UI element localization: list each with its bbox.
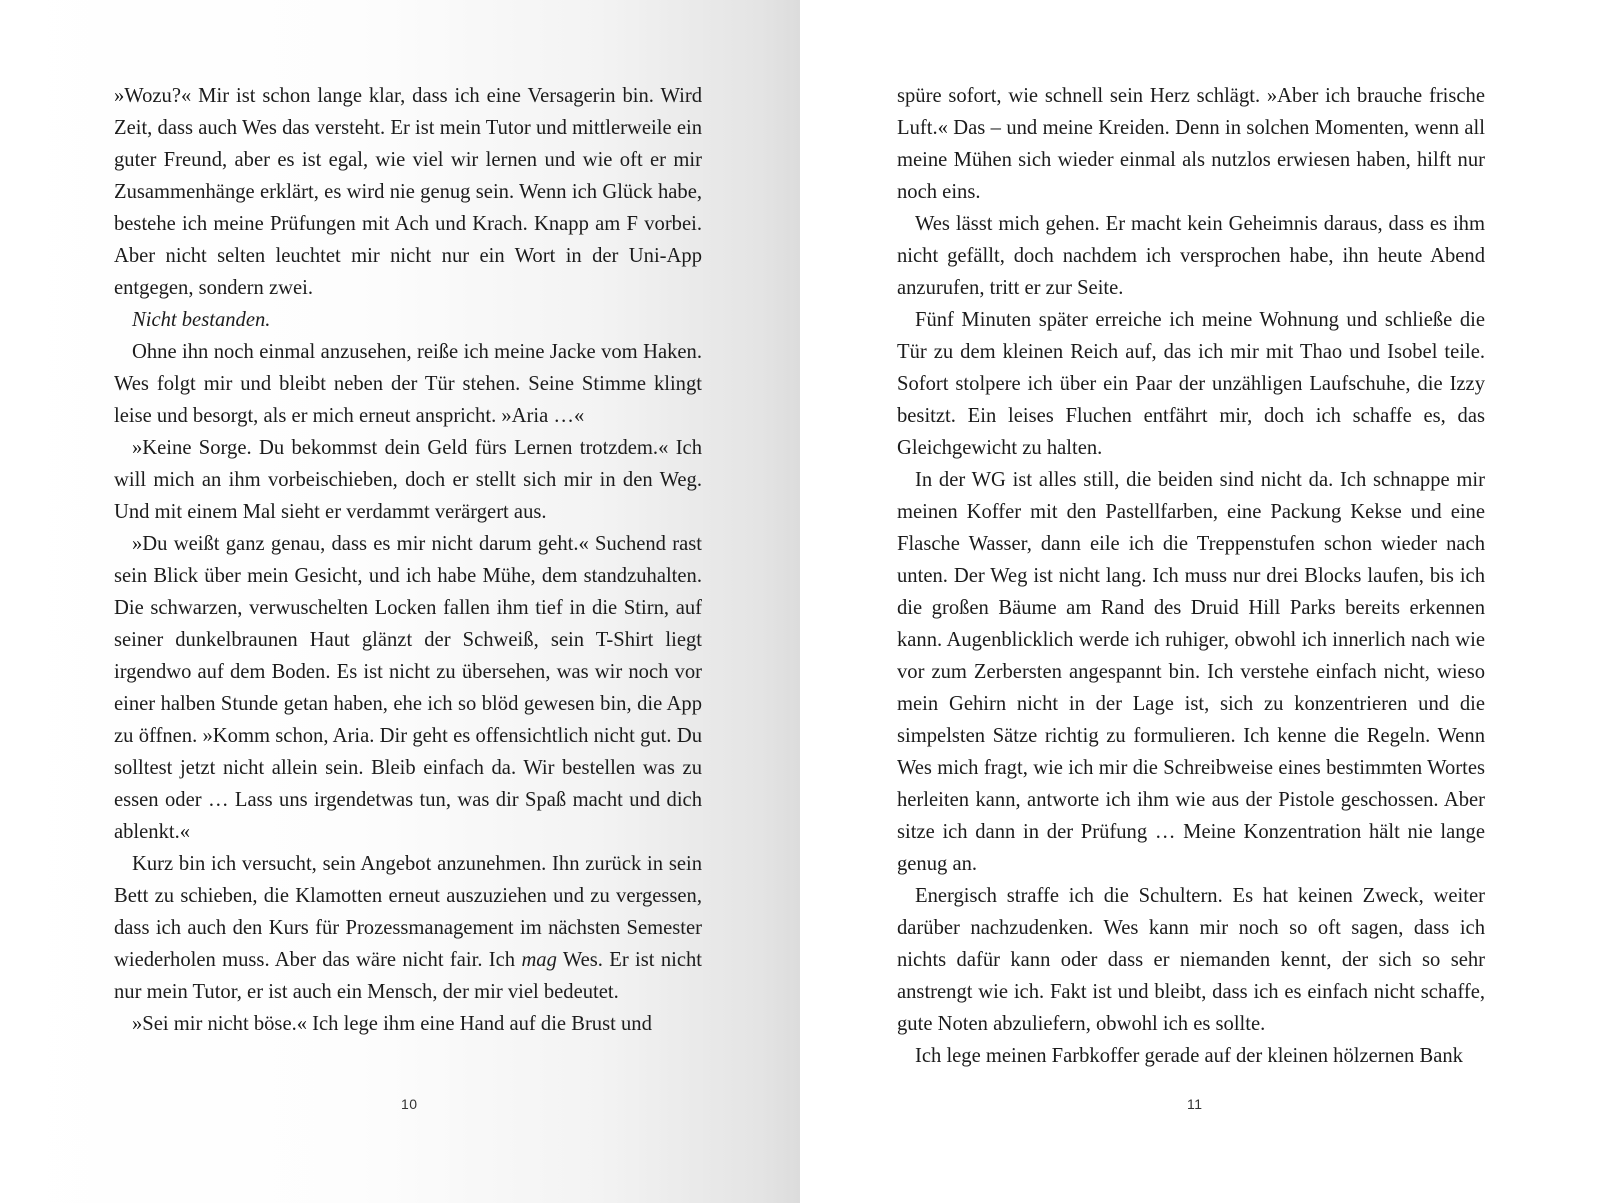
paragraph bbox=[114, 848, 702, 1008]
paragraph: spüre sofort, wie schnell sein Herz schlägt. »Aber ich brauche frische Luft.« Das – und meine Kreiden. Denn in solchen Momenten, wenn all meine Mühen sich wieder einmal als nutzlos erwiesen haben, hilft nur noch eins. bbox=[897, 85, 1485, 203]
page-number: 10 bbox=[401, 1096, 418, 1112]
paragraph: »Sei mir nicht böse.« Ich lege ihm eine Hand auf die Brust und bbox=[132, 1013, 652, 1035]
paragraph: Ich lege meinen Farbkoffer gerade auf der kleinen hölzernen Bank bbox=[915, 1045, 1463, 1067]
paragraph: »Keine Sorge. Du bekommst dein Geld fürs Lernen trotzdem.« Ich will mich an ihm vorbeischieben, doch er stellt sich mir in den Weg. Und mit einem Mal sieht er verdammt verärgert aus. bbox=[114, 437, 702, 523]
paragraph: In der WG ist alles still, die beiden sind nicht da. Ich schnappe mir meinen Koffer mit den Pastellfarben, eine Packung Kekse und eine Flasche Wasser, dann eile ich die Treppenstufen schon wieder nach unten. Der Weg ist nicht lang. Ich muss nur drei Blocks laufen, bis ich die großen Bäume am Rand des Druid Hill Parks bereits erkennen kann. Augenblicklich werde ich ruhiger, obwohl ich innerlich nach wie vor zum Zerbersten angespannt bin. Ich verstehe einfach nicht, wieso mein Gehirn nicht in der Lage ist, sich zu konzentrieren und die simpelsten Sätze richtig zu formulieren. Ich kenne die Regeln. Wenn Wes mich fragt, wie ich mir die Schreibweise eines bestimmten Wortes herleiten kann, antworte ich ihm wie aus der Pistole geschossen. Aber sitze ich dann in der Prüfung … Meine Konzentration hält nie lange genug an. bbox=[897, 469, 1485, 875]
paragraph: Energisch straffe ich die Schultern. Es hat keinen Zweck, weiter darüber nachzudenken. Wes kann mir noch so oft sagen, dass ich nichts dafür kann oder dass er niemanden kennt, der sich so sehr anstrengt wie ich. Fakt ist und bleibt, dass ich es einfach nicht schaffe, gute Noten abzuliefern, obwohl ich es sollte. bbox=[897, 885, 1485, 1035]
paragraph-italic bbox=[114, 304, 702, 336]
paragraph: Ohne ihn noch einmal anzusehen, reiße ich meine Jacke vom Haken. Wes folgt mir und bleibt neben der Tür stehen. Seine Stimme klingt leise und besorgt, als er mich erneut anspricht. »Aria …« bbox=[114, 341, 702, 427]
page-number: 11 bbox=[1187, 1096, 1203, 1112]
paragraph-text: Kurz bin ich versucht, sein Angebot anzunehmen. Ihn zurück in sein Bett zu schieben, die Klamotten erneut auszuziehen und zu vergessen, dass ich auch den Kurs für Prozessmanagement im nächsten Semester wiederholen muss. Aber das wäre nicht fair. Ich bbox=[114, 853, 702, 971]
paragraph: Fünf Minuten später erreiche ich meine Wohnung und schließe die Tür zu dem kleinen Reich auf, das ich mir mit Thao und Isobel teile. Sofort stolpere ich über ein Paar der unzähligen Laufschuhe, die Izzy besitzt. Ein leises Fluchen entfährt mir, doch ich schaffe es, das Gleichgewicht zu halten. bbox=[897, 309, 1485, 459]
left-page-text bbox=[114, 80, 702, 1040]
right-page bbox=[800, 0, 1600, 1203]
paragraph: »Wozu?« Mir ist schon lange klar, dass ich eine Versagerin bin. Wird Zeit, dass auch Wes das versteht. Er ist mein Tutor und mittlerweile ein guter Freund, aber es ist egal, wie viel wir lernen und wie oft er mir Zusammenhänge erklärt, es wird nie genug sein. Wenn ich Glück habe, bestehe ich meine Prüfungen mit Ach und Krach. Knapp am F vorbei. Aber nicht selten leuchtet mir nicht nur ein Wort in der Uni-App entgegen, sondern zwei. bbox=[114, 85, 702, 299]
right-page-text bbox=[897, 80, 1485, 1072]
italic-text: mag bbox=[521, 949, 557, 971]
paragraph-text: Wes. Er ist nicht nur mein Tutor, er ist auch ein Mensch, der mir viel bedeutet. bbox=[114, 949, 702, 1003]
paragraph: Wes lässt mich gehen. Er macht kein Geheimnis daraus, dass es ihm nicht gefällt, doch nachdem ich versprochen habe, ihn heute Abend anzurufen, tritt er zur Seite. bbox=[897, 213, 1485, 299]
paragraph: »Du weißt ganz genau, dass es mir nicht darum geht.« Suchend rast sein Blick über mein Gesicht, und ich habe Mühe, dem standzuhalten. Die schwarzen, verwuschelten Locken fallen ihm tief in die Stirn, auf seiner dunkelbraunen Haut glänzt der Schweiß, sein T-Shirt liegt irgendwo auf dem Boden. Es ist nicht zu übersehen, was wir noch vor einer halben Stunde getan haben, ehe ich so blöd gewesen bin, die App zu öffnen. »Komm schon, Aria. Dir geht es offensichtlich nicht gut. Du solltest jetzt nicht allein sein. Bleib einfach da. Wir bestellen was zu essen oder … Lass uns irgendetwas tun, was dir Spaß macht und dich ablenkt.« bbox=[114, 533, 702, 843]
italic-text: Nicht bestanden. bbox=[132, 309, 271, 331]
